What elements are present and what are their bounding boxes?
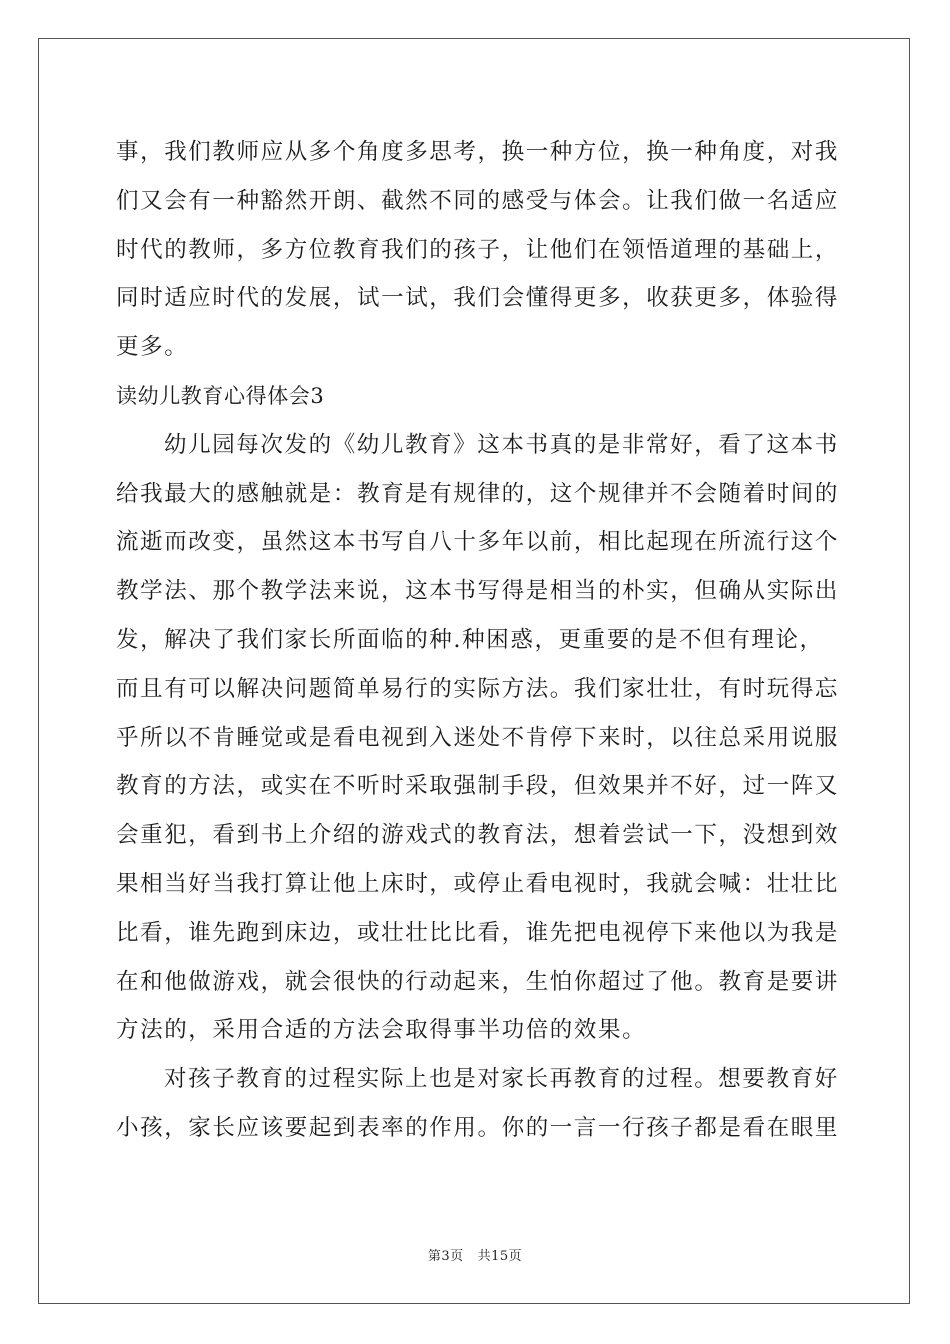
- text-line: 发，解决了我们家长所面临的种.种困惑，更重要的是不但有理论，: [116, 626, 824, 653]
- text-line: 更多。: [116, 334, 189, 361]
- text-line: 比看，谁先跑到床边，或壮壮比比看，谁先把电视停下来他以为我是: [116, 919, 840, 946]
- text-line: 方法的，采用合适的方法会取得事半功倍的效果。: [116, 1017, 647, 1044]
- text-line: 们又会有一种豁然开朗、截然不同的感受与体会。让我们做一名适应: [116, 187, 840, 214]
- text-line: 会重犯，看到书上介绍的游戏式的教育法，想着尝试一下，没想到效: [116, 822, 840, 849]
- text-line: 同时适应时代的发展，试一试，我们会懂得更多，收获更多，体验得: [116, 285, 840, 312]
- text-line: 教育的方法，或实在不听时采取强制手段，但效果并不好，过一阵又: [116, 773, 840, 800]
- page-footer: [0, 1245, 950, 1264]
- text-line: 流逝而改变，虽然这本书写自八十多年以前，相比起现在所流行这个: [116, 529, 840, 556]
- document-body: [116, 128, 840, 1153]
- section-heading: 读幼儿教育心得体会3: [116, 383, 325, 408]
- text-line: 乎所以不肯睡觉或是看电视到入迷处不肯停下来时，以往总采用说服: [116, 724, 840, 751]
- text-line: 果相当好当我打算让他上床时，或停止看电视时，我就会喊：壮壮比: [116, 870, 840, 897]
- text-line: 教学法、那个教学法来说，这本书写得是相当的朴实，但确从实际出: [116, 578, 840, 605]
- page-total: 共15页: [477, 1249, 523, 1264]
- text-line: 而且有可以解决问题简单易行的实际方法。我们家壮壮，有时玩得忘: [116, 675, 840, 702]
- paragraph-first-line: 对孩子教育的过程实际上也是对家长再教育的过程。想要教育好: [164, 1066, 839, 1093]
- text-line: 在和他做游戏，就会很快的行动起来，生怕你超过了他。教育是要讲: [116, 968, 840, 995]
- page-number: 第3页: [427, 1249, 464, 1264]
- text-line: 给我最大的感触就是：教育是有规律的，这个规律并不会随着时间的: [116, 480, 840, 507]
- paragraph-first-line: 幼儿园每次发的《幼儿教育》这本书真的是非常好，看了这本书: [164, 431, 839, 458]
- text-line: 时代的教师，多方位教育我们的孩子，让他们在领悟道理的基础上，: [116, 236, 840, 263]
- text-line: 事，我们教师应从多个角度多思考，换一种方位，换一种角度，对我: [116, 139, 840, 165]
- text-line: 小孩，家长应该要起到表率的作用。你的一言一行孩子都是看在眼里: [116, 1114, 840, 1141]
